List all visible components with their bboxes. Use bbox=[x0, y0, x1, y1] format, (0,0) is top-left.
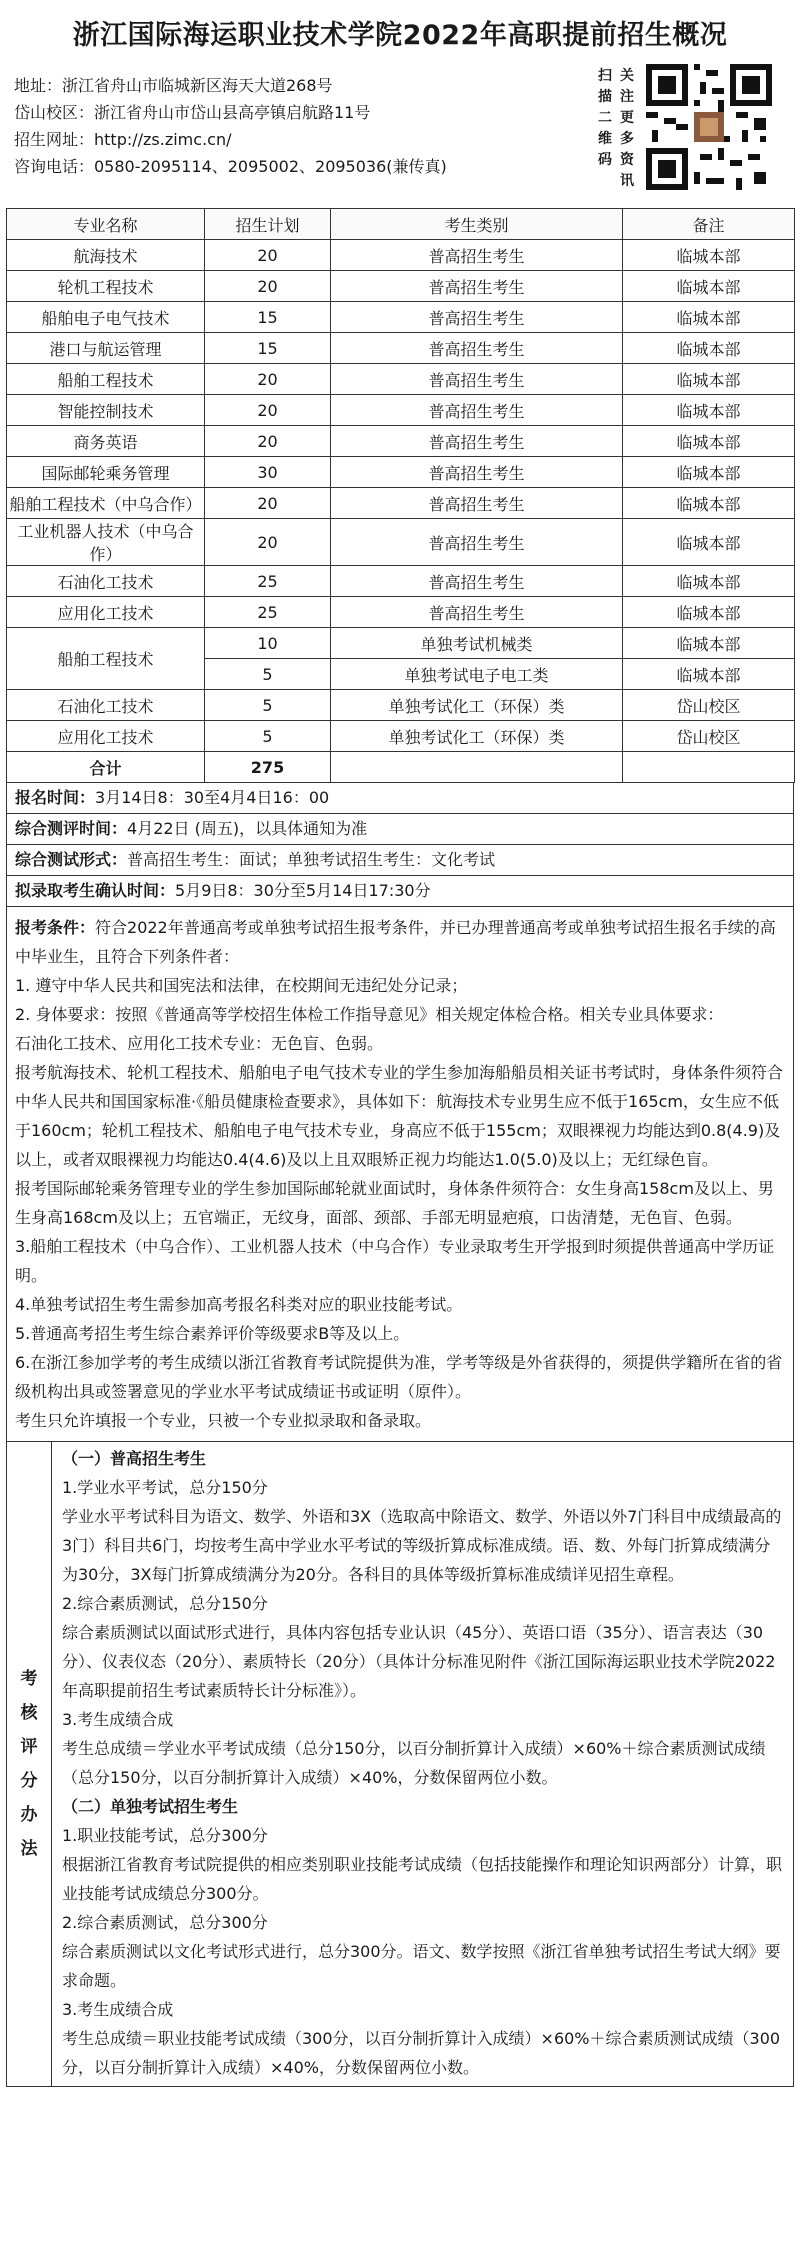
assessment-label: 考 核 评 分 办 法 bbox=[7, 1442, 52, 2086]
qr-block bbox=[584, 58, 784, 208]
table-row: 石油化工技术 5 单独考试化工（环保）类 岱山校区 bbox=[7, 690, 795, 721]
address: 地址：浙江省舟山市临城新区海天大道268号 bbox=[14, 76, 333, 95]
table-row: 应用化工技术 25 普高招生考生 临城本部 bbox=[7, 597, 795, 628]
assessment-method bbox=[6, 1442, 794, 2087]
confirmation-time: 拟录取考生确认时间：5月9日8：30分至5月14日17:30分 bbox=[6, 876, 794, 907]
qr-code-icon[interactable] bbox=[644, 62, 774, 192]
campus-address: 岱山校区：浙江省舟山市岱山县高亭镇启航路11号 bbox=[14, 103, 371, 122]
section-general: （一）普高招生考生 bbox=[62, 1449, 207, 1468]
table-row: 船舶工程技术（中乌合作） 20 普高招生考生 临城本部 bbox=[7, 488, 795, 519]
table-row: 船舶工程技术 20 普高招生考生 临城本部 bbox=[7, 364, 795, 395]
table-header-row bbox=[7, 209, 795, 240]
page bbox=[6, 6, 794, 2087]
header-plan: 招生计划 bbox=[205, 209, 331, 240]
website[interactable]: 招生网址：http://zs.zimc.cn/ bbox=[14, 130, 232, 149]
application-conditions: 报考条件：符合2022年普通高考或单独考试招生报考条件，并已办理普通高考或单独考试招生报名手续的高中毕业生，且符合下列条件者： 1. 遵守中华人民共和国宪法和法律，在校期间无违纪处分记录； 2. 身体要求：按照《普通高等学校招生体检工作指导意见》相关规定体检合格。相关专业具体要求： 石油化工技术、应用化工技术专业：无色盲、色弱。 报考航海技术、轮机工程技术、船舶电子电气技术专业的学生参加海船船员相关证书考试时，身体条件须符合中华人民共和国国家标准·《船员健康检查要求》，具体如下：航海技术专业男生应不低于165cm，女生应不低于160cm；轮机工程技术、船舶电子电气技术专业，身高应不低于155cm；双眼裸视力均能达到0.8(4.9)及以上，或者双眼裸视力均能达0.4(4.6)及以上且双眼矫正视力均能达1.0(5.0)及以上；无红绿色盲。 报考国际邮轮乘务管理专业的学生参加国际邮轮就业面试时，身体条件须符合：女生身高158cm及以上、男生身高168cm及以上；五官端正，无纹身，面部、颈部、手部无明显疤痕，口齿清楚，无色盲、色弱。 3.船舶工程技术（中乌合作）、工业机器人技术（中乌合作）专业录取考生开学报到时须提供普通高中学历证明。 4.单独考试招生考生需参加高考报名科类对应的职业技能考试。 5.普通高考招生考生综合素养评价等级要求B等及以上。 6.在浙江参加学考的考生成绩以浙江省教育考试院提供为准，学考等级是外省获得的，须提供学籍所在省的省级机构出具或签署意见的学业水平考试成绩证书或证明（原件）。 考生只允许填报一个专业，只被一个专业拟录取和备录取。 bbox=[6, 907, 794, 1442]
page-title: 浙江国际海运职业技术学院2022年高职提前招生概况 bbox=[72, 20, 728, 51]
conditions-label: 报考条件： bbox=[15, 918, 96, 937]
table-row: 航海技术 20 普高招生考生 临城本部 bbox=[7, 240, 795, 271]
total-value: 275 bbox=[205, 752, 331, 783]
table-row: 智能控制技术 20 普高招生考生 临城本部 bbox=[7, 395, 795, 426]
qr-caption-right: 关 注 更 多 资 讯 bbox=[620, 68, 634, 189]
registration-time: 报名时间：3月14日8：30至4月4日16：00 bbox=[6, 783, 794, 814]
header-note: 备注 bbox=[623, 209, 795, 240]
table-row: 港口与航运管理 15 普高招生考生 临城本部 bbox=[7, 333, 795, 364]
enrollment-plan-table bbox=[6, 208, 795, 783]
phone: 咨询电话：0580-2095114、2095002、2095036(兼传真) bbox=[14, 157, 447, 176]
contact-info bbox=[14, 72, 447, 180]
table-row: 轮机工程技术 20 普高招生考生 临城本部 bbox=[7, 271, 795, 302]
header-major: 专业名称 bbox=[7, 209, 205, 240]
table-row: 石油化工技术 25 普高招生考生 临城本部 bbox=[7, 566, 795, 597]
table-row: 商务英语 20 普高招生考生 临城本部 bbox=[7, 426, 795, 457]
table-row: 船舶工程技术 10 单独考试机械类 临城本部 bbox=[7, 628, 795, 659]
assessment-body: （一）普高招生考生 1.学业水平考试，总分150分 学业水平考试科目为语文、数学、外语和3X（选取高中除语文、数学、外语以外7门科目中成绩最高的3门）科目共6门，均按考生高中学业水平考试的等级折算成标准成绩。语、数、外每门折算成绩满分为30分，3X每门折算成绩满分为20分。各科目的具体等级折算标准成绩详见招生章程。 2.综合素质测试，总分150分 综合素质测试以面试形式进行，具体内容包括专业认识（45分）、英语口语（35分）、语言表达（30分）、仪表仪态（20分）、素质特长（20分）（具体计分标准见附件《浙江国际海运职业技术学院2022年高职提前招生考试素质特长计分标准》）。 3.考生成绩合成 考生总成绩＝学业水平考试成绩（总分150分，以百分制折算计入成绩）×60%＋综合素质测试成绩（总分150分，以百分制折算计入成绩）×40%，分数保留两位小数。 （二）单独考试招生考生 1.职业技能考试，总分300分 根据浙江省教育考试院提供的相应类别职业技能考试成绩（包括技能操作和理论知识两部分）计算，职业技能考试成绩总分300分。 2.综合素质测试，总分300分 综合素质测试以文化考试形式进行，总分300分。语文、数学按照《浙江省单独考试招生考试大纲》要求命题。 3.考生成绩合成 考生总成绩＝职业技能考试成绩（300分，以百分制折算计入成绩）×60%＋综合素质测试成绩（300分，以百分制折算计入成绩）×40%，分数保留两位小数。 bbox=[52, 1442, 793, 2086]
table-row: 5 单独考试电子电工类 临城本部 bbox=[7, 659, 795, 690]
table-total-row bbox=[7, 752, 795, 783]
header-category: 考生类别 bbox=[331, 209, 623, 240]
assessment-form: 综合测试形式：普高招生考生：面试；单独考试招生考生：文化考试 bbox=[6, 845, 794, 876]
table-row: 应用化工技术 5 单独考试化工（环保）类 岱山校区 bbox=[7, 721, 795, 752]
table-row: 国际邮轮乘务管理 30 普高招生考生 临城本部 bbox=[7, 457, 795, 488]
header-info bbox=[6, 58, 794, 208]
table-row: 工业机器人技术（中乌合作） 20 普高招生考生 临城本部 bbox=[7, 519, 795, 566]
total-label: 合计 bbox=[7, 752, 205, 783]
section-independent: （二）单独考试招生考生 bbox=[62, 1797, 239, 1816]
table-row: 船舶电子电气技术 15 普高招生考生 临城本部 bbox=[7, 302, 795, 333]
qr-caption-left: 扫 描 二 维 码 bbox=[598, 68, 612, 168]
merged-major-cell: 船舶工程技术 bbox=[7, 628, 205, 690]
assessment-time: 综合测评时间：4月22日 (周五)，以具体通知为准 bbox=[6, 814, 794, 845]
